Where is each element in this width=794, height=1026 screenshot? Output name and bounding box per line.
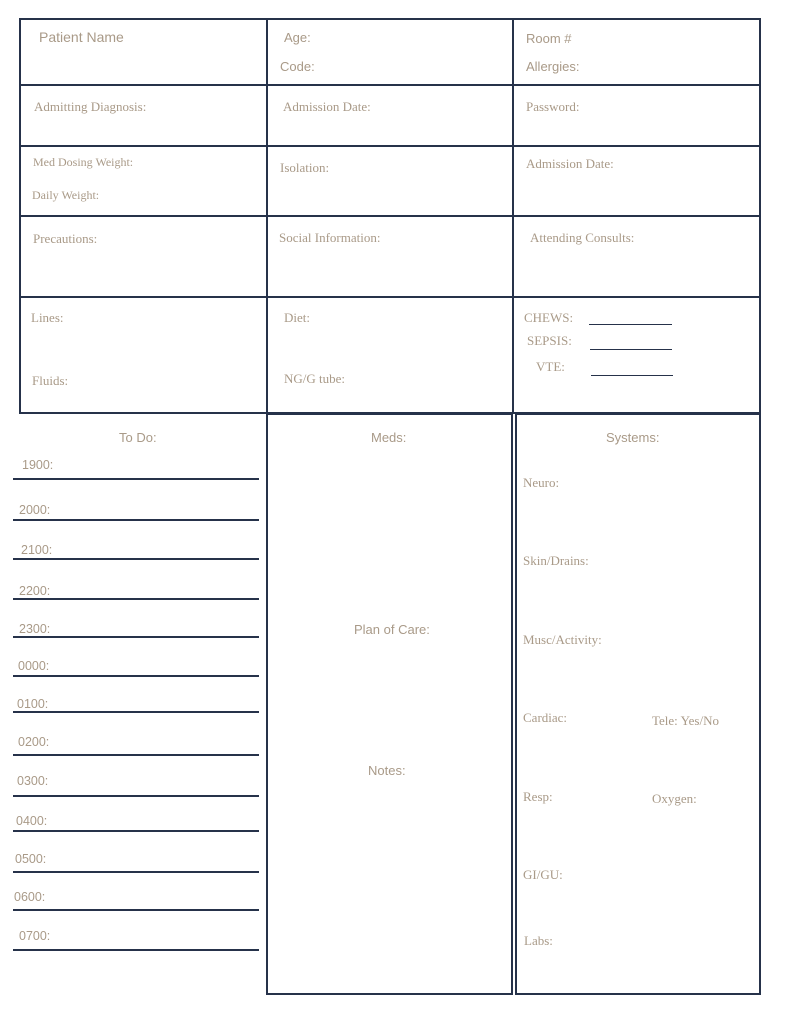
plan-of-care-label: Plan of Care: (354, 622, 430, 637)
todo-write-line[interactable] (13, 711, 259, 713)
fluids-label: Fluids: (32, 373, 69, 388)
diet-label: Diet: (284, 310, 310, 325)
table-row-divider (20, 84, 761, 86)
todo-time-label: 2000: (19, 503, 51, 517)
todo-write-line[interactable] (13, 519, 259, 521)
todo-time-label: 0700: (19, 929, 51, 943)
tele-label: Tele: Yes/No (652, 713, 719, 728)
table-border-left (19, 18, 21, 414)
middle-box-top (266, 413, 513, 415)
todo-time-label: 1900: (22, 458, 54, 472)
table-column-divider (266, 18, 268, 414)
todo-time-label: 0200: (18, 735, 50, 749)
todo-time-label: 0400: (16, 814, 48, 828)
gi-gu-label: GI/GU: (523, 867, 563, 882)
precautions-label: Precautions: (33, 231, 98, 246)
room-label: Room # (526, 31, 572, 46)
todo-write-line[interactable] (13, 598, 259, 600)
attending-consults-label: Attending Consults: (530, 230, 635, 245)
table-border-top (20, 18, 761, 20)
table-border-right (759, 18, 761, 414)
todo-write-line[interactable] (13, 871, 259, 873)
skin-drains-label: Skin/Drains: (523, 553, 589, 568)
code-label: Code: (280, 59, 315, 74)
vte-label: VTE: (536, 359, 565, 374)
daily-weight-label: Daily Weight: (32, 188, 100, 202)
ng-g-tube-label: NG/G tube: (284, 371, 346, 386)
systems-box-bottom (515, 993, 761, 995)
admitting-diagnosis-label: Admitting Diagnosis: (34, 99, 147, 114)
chews-label: CHEWS: (524, 310, 574, 325)
todo-write-line[interactable] (13, 478, 259, 480)
todo-time-label: 2100: (21, 543, 53, 557)
middle-box-right (511, 413, 513, 995)
med-dosing-weight-label: Med Dosing Weight: (33, 155, 134, 169)
neuro-label: Neuro: (523, 475, 560, 490)
sepsis-blank-line[interactable] (590, 349, 672, 350)
social-information-label: Social Information: (279, 230, 381, 245)
todo-write-line[interactable] (13, 754, 259, 756)
meds-label: Meds: (371, 430, 407, 445)
password-label: Password: (526, 99, 580, 114)
todo-write-line[interactable] (13, 909, 259, 911)
systems-title: Systems: (606, 430, 660, 445)
resp-label: Resp: (523, 789, 553, 804)
chews-blank-line[interactable] (589, 324, 672, 325)
todo-write-line[interactable] (13, 795, 259, 797)
admission-date-label-2: Admission Date: (526, 156, 614, 171)
todo-time-label: 0500: (15, 852, 47, 866)
patient-name-label: Patient Name (39, 29, 124, 45)
vte-blank-line[interactable] (591, 375, 673, 376)
todo-time-label: 0600: (14, 890, 46, 904)
sepsis-label: SEPSIS: (527, 333, 572, 348)
table-row-divider (20, 296, 761, 298)
todo-time-label: 0300: (17, 774, 49, 788)
admission-date-label: Admission Date: (283, 99, 371, 114)
systems-box-right (759, 413, 761, 995)
labs-label: Labs: (524, 933, 553, 948)
systems-box-top (515, 413, 761, 415)
age-label: Age: (284, 30, 311, 45)
table-row-divider (20, 215, 761, 217)
middle-box-left (266, 413, 268, 995)
systems-box-left (515, 413, 517, 995)
todo-write-line[interactable] (13, 558, 259, 560)
todo-write-line[interactable] (13, 675, 259, 677)
todo-time-label: 0000: (18, 659, 50, 673)
middle-box-bottom (266, 993, 513, 995)
todo-write-line[interactable] (13, 830, 259, 832)
musc-activity-label: Musc/Activity: (523, 632, 602, 647)
todo-time-label: 2200: (19, 584, 51, 598)
oxygen-label: Oxygen: (652, 791, 697, 806)
lines-label: Lines: (31, 310, 64, 325)
todo-time-label: 2300: (19, 622, 51, 636)
allergies-label: Allergies: (526, 59, 580, 74)
todo-write-line[interactable] (13, 949, 259, 951)
todo-time-label: 0100: (17, 697, 49, 711)
table-row-divider (20, 145, 761, 147)
todo-title: To Do: (119, 430, 157, 445)
cardiac-label: Cardiac: (523, 710, 568, 725)
notes-label: Notes: (368, 763, 406, 778)
table-column-divider (512, 18, 514, 414)
isolation-label: Isolation: (280, 160, 330, 175)
todo-write-line[interactable] (13, 636, 259, 638)
